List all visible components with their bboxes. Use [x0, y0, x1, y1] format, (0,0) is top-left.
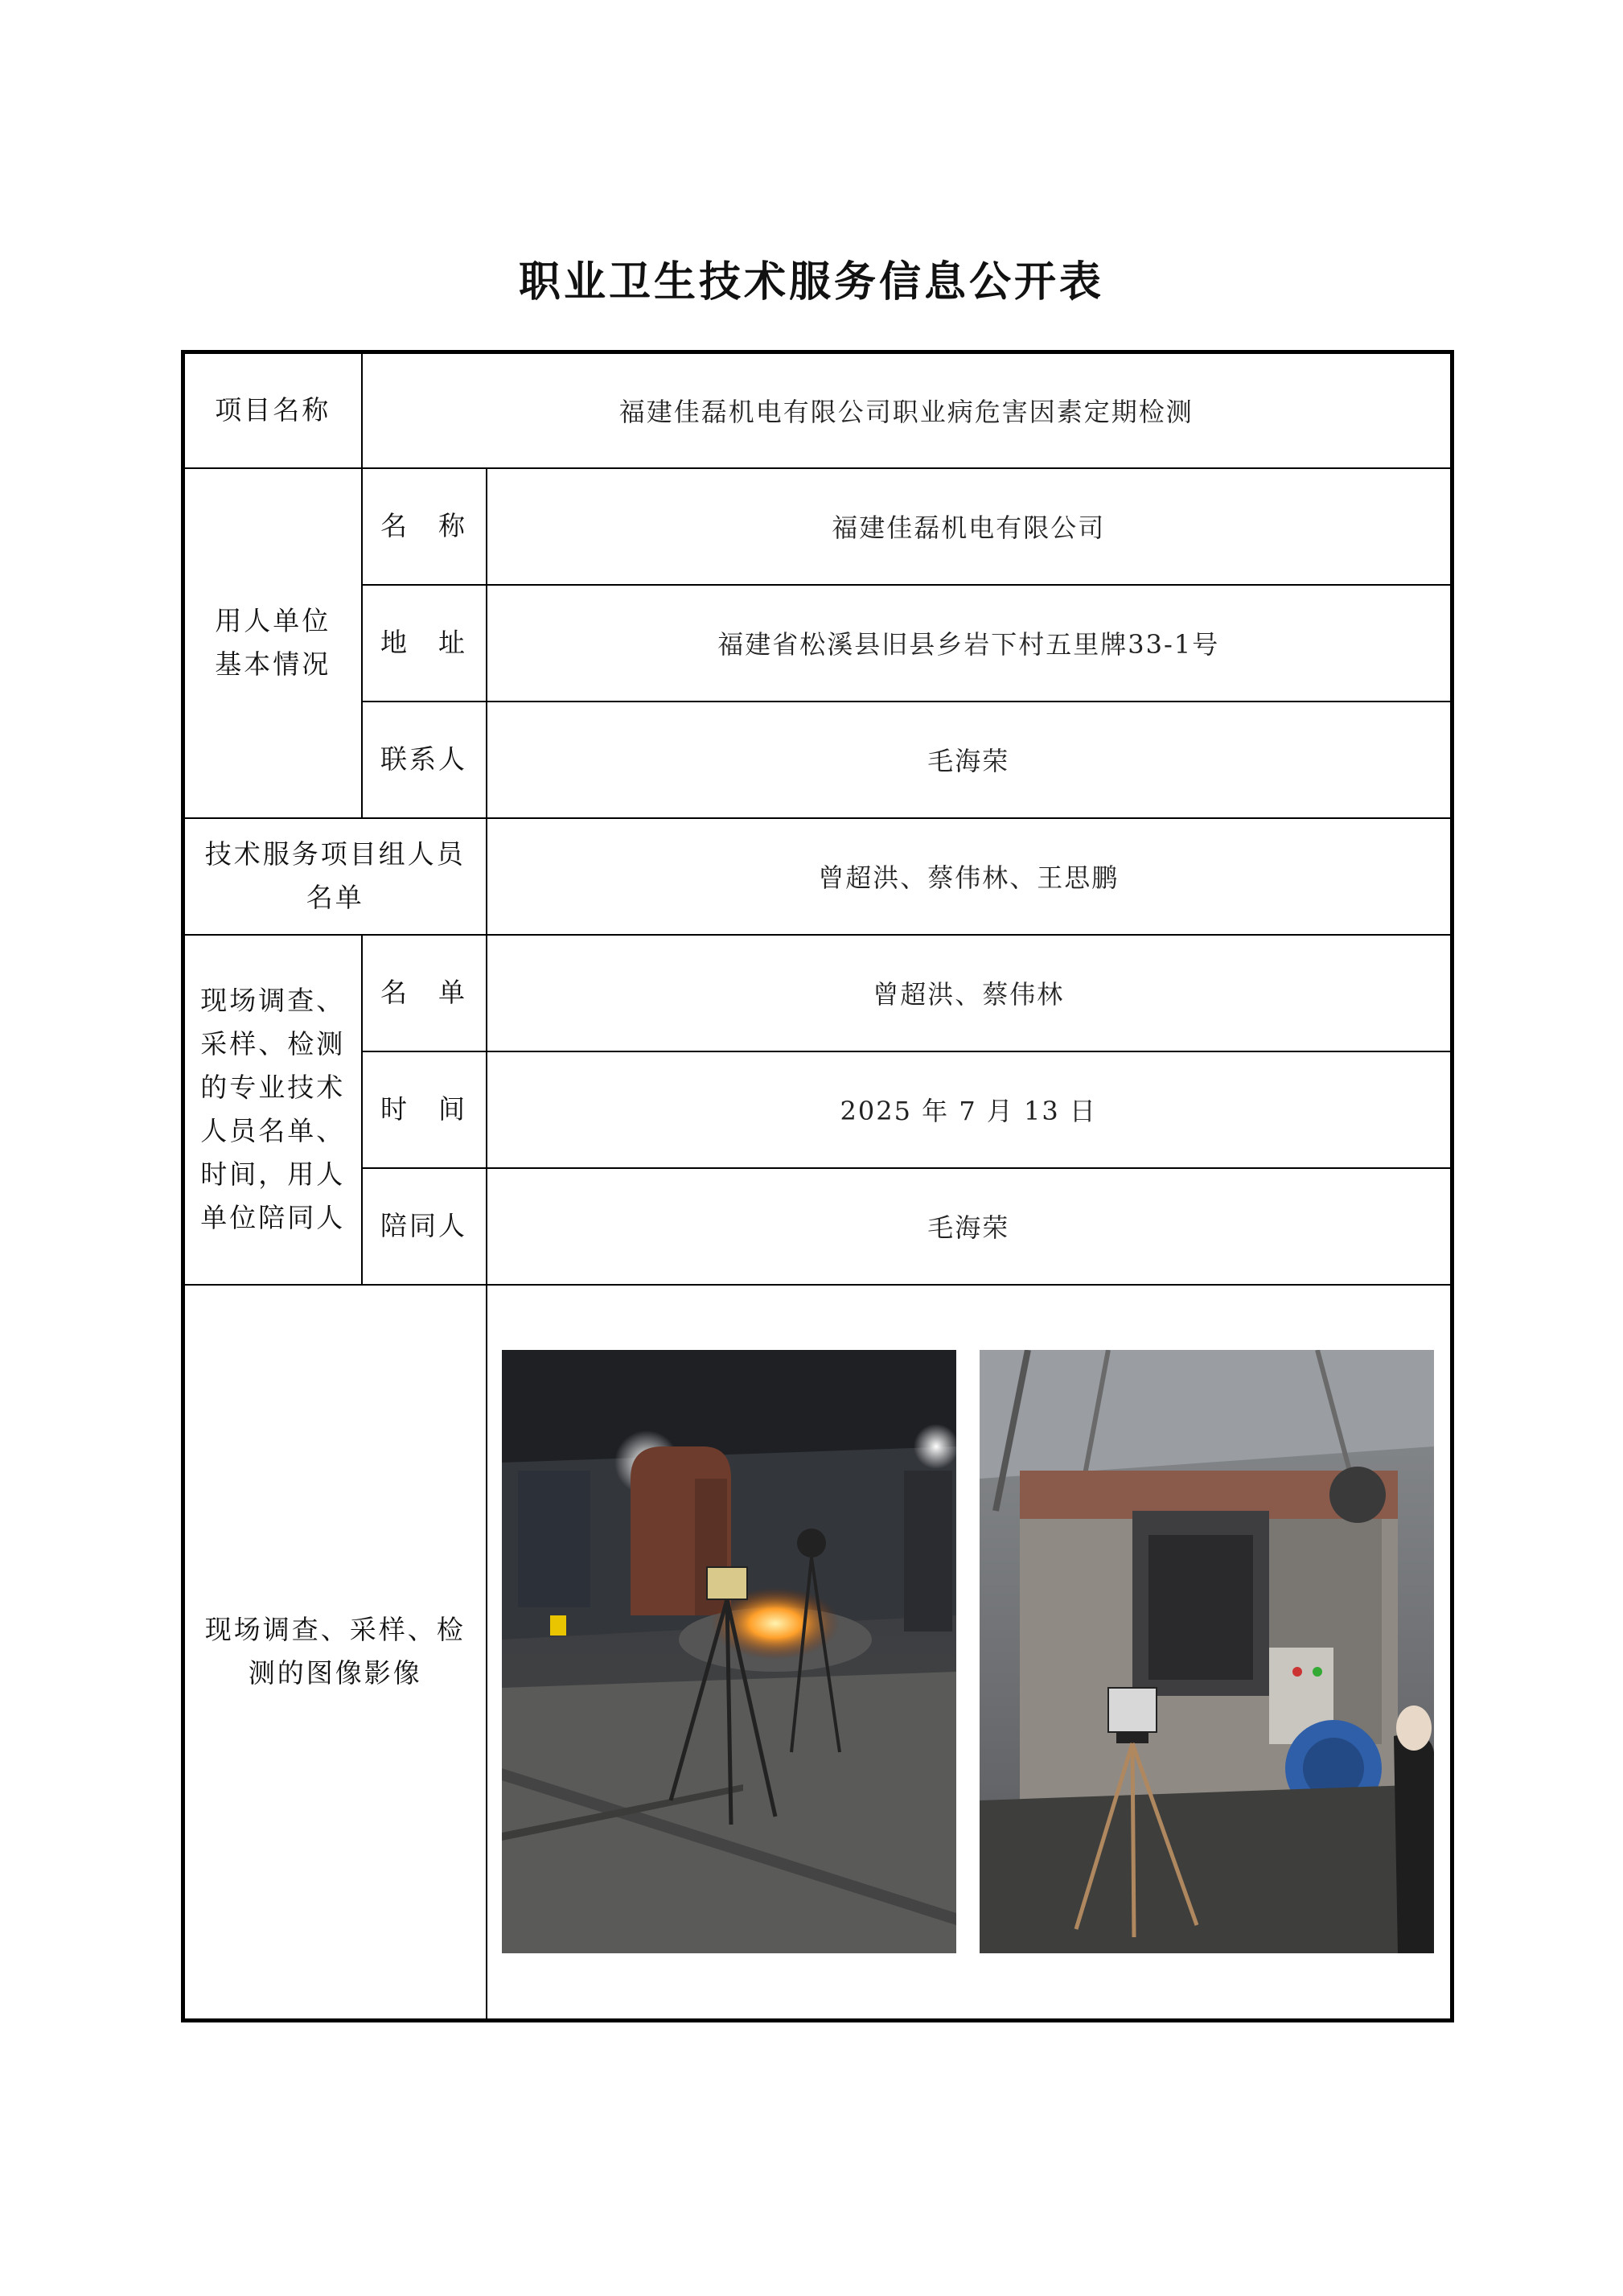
team-value: 曾超洪、蔡伟林、王思鹏 — [487, 818, 1452, 935]
employer-contact-value: 毛海荣 — [487, 702, 1452, 818]
onsite-list-label: 名 单 — [362, 935, 487, 1051]
row-onsite-time — [183, 1051, 1452, 1168]
employer-address-label: 地 址 — [362, 585, 487, 702]
info-table — [181, 350, 1454, 2022]
page-title: 职业卫生技术服务信息公开表 — [518, 258, 1104, 307]
row-employer-name — [183, 468, 1452, 585]
employer-label: 用人单位 基本情况 — [183, 468, 362, 818]
employer-address-value: 福建省松溪县旧县乡岩下村五里牌33-1号 — [487, 585, 1452, 702]
employer-name-value: 福建佳磊机电有限公司 — [487, 468, 1452, 585]
onsite-photo-machine — [980, 1350, 1434, 1953]
onsite-photo-furnace — [502, 1350, 956, 1953]
images-cell — [487, 1285, 1452, 2021]
row-team — [183, 818, 1452, 935]
team-label: 技术服务项目组人员 名单 — [183, 818, 487, 935]
employer-contact-label: 联系人 — [362, 702, 487, 818]
project-name-label: 项目名称 — [183, 352, 362, 468]
row-onsite-list — [183, 935, 1452, 1051]
onsite-escort-value: 毛海荣 — [487, 1168, 1452, 1285]
onsite-list-value: 曾超洪、蔡伟林 — [487, 935, 1452, 1051]
onsite-time-label: 时 间 — [362, 1051, 487, 1168]
row-onsite-escort — [183, 1168, 1452, 1285]
images-label: 现场调查、采样、检 测的图像影像 — [183, 1285, 487, 2021]
onsite-escort-label: 陪同人 — [362, 1168, 487, 1285]
row-project-name — [183, 352, 1452, 468]
onsite-time-value: 2025 年 7 月 13 日 — [487, 1051, 1452, 1168]
onsite-label: 现场调查、 采样、检测 的专业技术 人员名单、 时间，用人 单位陪同人 — [183, 935, 362, 1285]
row-employer-contact — [183, 702, 1452, 818]
row-employer-address — [183, 585, 1452, 702]
project-name-value: 福建佳磊机电有限公司职业病危害因素定期检测 — [362, 352, 1452, 468]
row-images — [183, 1285, 1452, 2021]
employer-name-label: 名 称 — [362, 468, 487, 585]
